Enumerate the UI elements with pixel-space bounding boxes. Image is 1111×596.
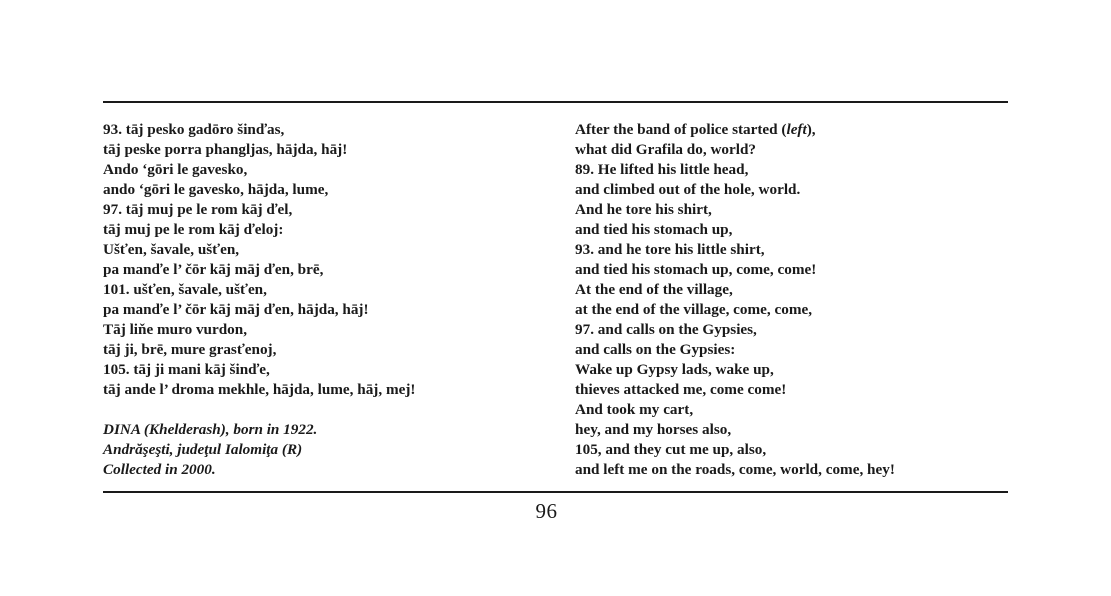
translation-line: 105, and they cut me up, also, <box>575 441 767 458</box>
verse-line: 105. tāj ji mani kāj šinďe, <box>103 361 270 378</box>
translation-line: And took my cart, <box>575 401 694 418</box>
verse-line: 101. ušťen, šavale, ušťen, <box>103 281 267 298</box>
translation-line: hey, and my horses also, <box>575 421 732 438</box>
top-rule <box>103 101 1008 103</box>
translation-line: 89. He lifted his little head, <box>575 161 749 178</box>
english-translation-column <box>575 120 1005 480</box>
source-collected: Collected in 2000. <box>103 461 216 478</box>
translation-line: and tied his stomach up, <box>575 221 733 238</box>
translation-line: thieves attacked me, come come! <box>575 381 787 398</box>
romani-text-column <box>103 120 543 480</box>
verse-line: tāj ji, brē, mure grasťenoj, <box>103 341 277 358</box>
first-line-italic: left <box>786 121 807 138</box>
bottom-rule <box>103 491 1008 493</box>
translation-line: and tied his stomach up, come, come! <box>575 261 817 278</box>
translation-line: what did Grafila do, world? <box>575 141 757 158</box>
first-line-prefix: After the band of police started ( <box>575 121 787 138</box>
stanza-gap <box>103 400 543 420</box>
verse-line: Tāj liňe muro vurdon, <box>103 321 248 338</box>
source-place: Andrăşeşti, judeţul Ialomiţa (R) <box>103 441 303 458</box>
translation-line: Wake up Gypsy lads, wake up, <box>575 361 774 378</box>
translation-line: and left me on the roads, come, world, come, hey! <box>575 461 895 478</box>
verse-line: tāj ande l’ droma mekhle, hājda, lume, hāj, mej! <box>103 381 416 398</box>
verse-line: 93. tāj pesko gadōro šinďas, <box>103 121 285 138</box>
verse-line: Ando ‘gōri le gavesko, <box>103 161 248 178</box>
verse-line: tāj muj pe le rom kāj ďeloj: <box>103 221 284 238</box>
verse-line: ando ‘gōri le gavesko, hājda, lume, <box>103 181 329 198</box>
translation-line: And he tore his shirt, <box>575 201 712 218</box>
source-singer: DINA (Khelderash), born in 1922. <box>103 421 318 438</box>
verse-line: pa manďe l’ čōr kāj māj ďen, hājda, hāj! <box>103 301 369 318</box>
translation-line: At the end of the village, <box>575 281 733 298</box>
translation-first-line <box>575 120 1005 140</box>
translation-line: and climbed out of the hole, world. <box>575 181 801 198</box>
page-number: 96 <box>535 499 558 523</box>
verse-line: 97. tāj muj pe le rom kāj ďel, <box>103 201 293 218</box>
verse-line: tāj peske porra phangljas, hājda, hāj! <box>103 141 348 158</box>
first-line-suffix: ), <box>806 121 816 138</box>
verse-line: pa manďe l’ čōr kāj māj ďen, brē, <box>103 261 324 278</box>
verse-line: Ušťen, šavale, ušťen, <box>103 241 240 258</box>
translation-line: and calls on the Gypsies: <box>575 341 736 358</box>
translation-line: 97. and calls on the Gypsies, <box>575 321 757 338</box>
translation-line: at the end of the village, come, come, <box>575 301 813 318</box>
translation-line: 93. and he tore his little shirt, <box>575 241 765 258</box>
